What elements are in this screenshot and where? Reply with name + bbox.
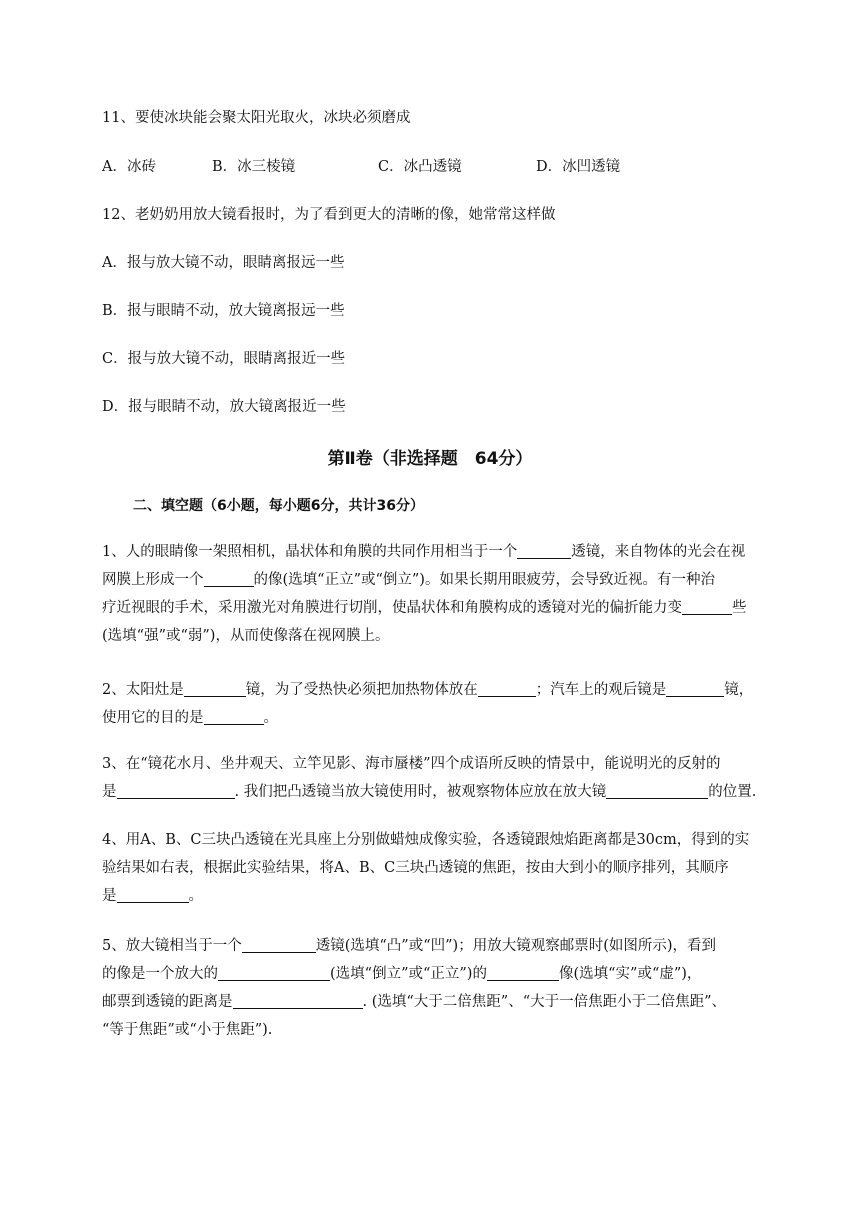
- f1-text: 的像(选填“正立”或“倒立”)。如果长期用眼疲劳，会导致近视。有一种治: [253, 572, 715, 588]
- fill-question-2: [102, 676, 802, 732]
- f2-text: 镜，为了受热快必须把加热物体放在: [245, 682, 478, 698]
- f1-text: 些: [732, 600, 747, 616]
- f5-text: 的像是一个放大的: [102, 966, 218, 982]
- f3-text: 的位置.: [708, 784, 757, 800]
- q11-option-b: B．冰三棱镜: [212, 159, 296, 175]
- q11-options: [102, 157, 620, 177]
- part2-title: 第Ⅱ卷（非选择题 64分）: [327, 449, 533, 469]
- answer-blank[interactable]: [606, 782, 708, 799]
- f5-text: (选填“倒立”或“正立”)的: [330, 966, 487, 982]
- answer-blank[interactable]: [117, 886, 189, 903]
- fill-question-5: [102, 932, 802, 1044]
- q12-option-c: C．报与放大镜不动，眼睛离报近一些: [102, 351, 346, 367]
- answer-blank[interactable]: [517, 542, 571, 559]
- q12-option-d: D．报与眼睛不动，放大镜离报近一些: [102, 399, 346, 415]
- answer-blank[interactable]: [242, 936, 316, 953]
- f2-text: 使用它的目的是: [102, 710, 204, 726]
- f3-text: . 我们把凸透镜当放大镜使用时，被观察物体应放在放大镜: [234, 784, 607, 800]
- f2-text: 镜，: [724, 682, 754, 698]
- f1-text: (选填“强”或“弱”)，从而使像落在视网膜上。: [102, 628, 390, 644]
- f5-text: 透镜(选填“凸”或“凹”)；用放大镜观察邮票时(如图所示)，看到: [315, 938, 717, 954]
- f3-text: 3、在“镜花水月、坐井观天、立竿见影、海市蜃楼”四个成语所反映的情景中，能说明光的反射的: [102, 756, 721, 772]
- answer-blank[interactable]: [233, 992, 363, 1009]
- q11-option-a: A．冰砖: [102, 159, 156, 175]
- answer-blank[interactable]: [666, 680, 724, 697]
- section-title: 二、填空题（6小题，每小题6分，共计36分）: [133, 498, 424, 514]
- f5-text: “等于焦距”或“小于焦距”).: [102, 1022, 273, 1038]
- answer-blank[interactable]: [487, 964, 559, 981]
- f4-text: 。: [188, 888, 203, 904]
- f5-text: . (选填“大于二倍焦距”、“大于一倍焦距小于二倍焦距”、: [362, 994, 727, 1010]
- q11-option-c: C．冰凸透镜: [378, 159, 462, 175]
- q11-option-d: D．冰凹透镜: [536, 159, 621, 175]
- fill-question-3: [102, 750, 802, 806]
- f5-text: 像(选填“实”或“虚”)，: [558, 966, 702, 982]
- fill-question-4: [102, 826, 802, 910]
- f4-text: 验结果如右表，根据此实验结果，将A、B、C三块凸透镜的焦距，按由大到小的顺序排列，其顺序: [102, 860, 729, 876]
- answer-blank[interactable]: [218, 964, 330, 981]
- f4-text: 是: [102, 888, 117, 904]
- f5-text: 5、放大镜相当于一个: [102, 938, 242, 954]
- f2-text: 2、太阳灶是: [102, 682, 184, 698]
- f2-text: ；汽车上的观后镜是: [535, 682, 667, 698]
- f3-text: 是: [102, 784, 117, 800]
- f1-text: 网膜上形成一个: [102, 572, 204, 588]
- fill-question-1: [102, 538, 802, 650]
- q12-option-a: A．报与放大镜不动，眼睛离报远一些: [102, 255, 345, 271]
- answer-blank[interactable]: [478, 680, 536, 697]
- answer-blank[interactable]: [682, 598, 732, 615]
- q11-stem: 11、要使冰块能会聚太阳光取火，冰块必须磨成: [102, 110, 411, 126]
- f1-text: 疗近视眼的手术，采用激光对角膜进行切削，使晶状体和角膜构成的透镜对光的偏折能力变: [102, 600, 682, 616]
- f4-text: 4、用A、B、C三块凸透镜在光具座上分别做蜡烛成像实验，各透镜跟烛焰距离都是30cm，得到的实: [102, 832, 750, 848]
- answer-blank[interactable]: [204, 570, 254, 587]
- answer-blank[interactable]: [204, 708, 264, 725]
- f5-text: 邮票到透镜的距离是: [102, 994, 233, 1010]
- answer-blank[interactable]: [117, 782, 235, 799]
- q12-stem: 12、老奶奶用放大镜看报时，为了看到更大的清晰的像，她常常这样做: [102, 207, 556, 223]
- q12-option-b: B．报与眼睛不动，放大镜离报远一些: [102, 303, 345, 319]
- f1-text: 透镜，来自物体的光会在视: [571, 544, 746, 560]
- f2-text: 。: [263, 710, 278, 726]
- f1-text: 1、人的眼睛像一架照相机，晶状体和角膜的共同作用相当于一个: [102, 544, 518, 560]
- answer-blank[interactable]: [184, 680, 246, 697]
